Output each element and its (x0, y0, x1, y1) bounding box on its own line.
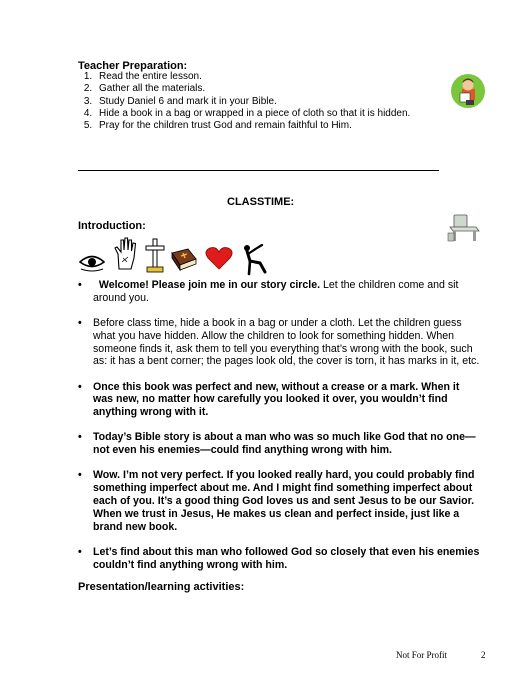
presentation-heading: Presentation/learning activities: (78, 581, 245, 593)
list-item: 5. Pray for the children trust God and remain faithful to Him. (95, 120, 475, 132)
list-item: • Welcome! Please join me in our story circle. Let the children come and sit around you. (78, 279, 459, 304)
page-number: 2 (481, 650, 486, 660)
chair-icon (446, 213, 482, 243)
teacher-reading-icon (450, 73, 486, 109)
list-item: 3. Study Daniel 6 and mark it in your Bible. (95, 96, 475, 108)
section-divider (78, 170, 439, 171)
list-item: • Once this book was perfect and new, without a crease or a mark. When it was new, no matter how carefully you looked it over, you wouldn’t find anything wrong with it. (78, 380, 460, 419)
introduction-bullets (78, 279, 480, 584)
introduction-heading: Introduction: (78, 220, 146, 232)
hand-icon (113, 236, 139, 270)
list-item: 2. Gather all the materials. (95, 83, 475, 95)
bible-icon (170, 247, 198, 273)
teacher-prep-heading: Teacher Preparation: (78, 60, 188, 72)
footer-label: Not For Profit (396, 650, 448, 660)
praying-figure-icon (238, 244, 270, 276)
teacher-prep-list (78, 71, 475, 132)
heart-icon (205, 246, 233, 270)
list-item: • Before class time, hide a book in a bag or under a cloth. Let the children guess what you have hidden. Allow the children to look for something hidden. When someone finds it, ask them to tell you everything that’s wrong with the book, such as: it has a bent corner; the pages look old, the cover is torn, it has marks in it, etc. (78, 316, 480, 368)
eye-icon (79, 252, 105, 272)
list-item: 1. Read the entire lesson. (95, 71, 475, 83)
classtime-heading: CLASSTIME: (227, 196, 295, 208)
list-item: • Let’s find about this man who followed God so closely that even his enemies couldn’t find anything wrong with him. (78, 545, 480, 571)
list-item: • Today’s Bible story is about a man who was so much like God that no one—not even his enemies—could find anything wrong with him. (78, 431, 476, 457)
list-item: • Wow. I’m not very perfect. If you looked really hard, you could probably find something imperfect about me. And I might find something imperfect about each of you. It’s a good thing God loves us and sent Jesus to be our Savior. When we trust in Jesus, He makes us clean and perfect inside, just like a brand new book. (78, 469, 475, 533)
cross-icon (144, 238, 166, 274)
list-item: 4. Hide a book in a bag or wrapped in a piece of cloth so that it is hidden. (95, 108, 475, 120)
